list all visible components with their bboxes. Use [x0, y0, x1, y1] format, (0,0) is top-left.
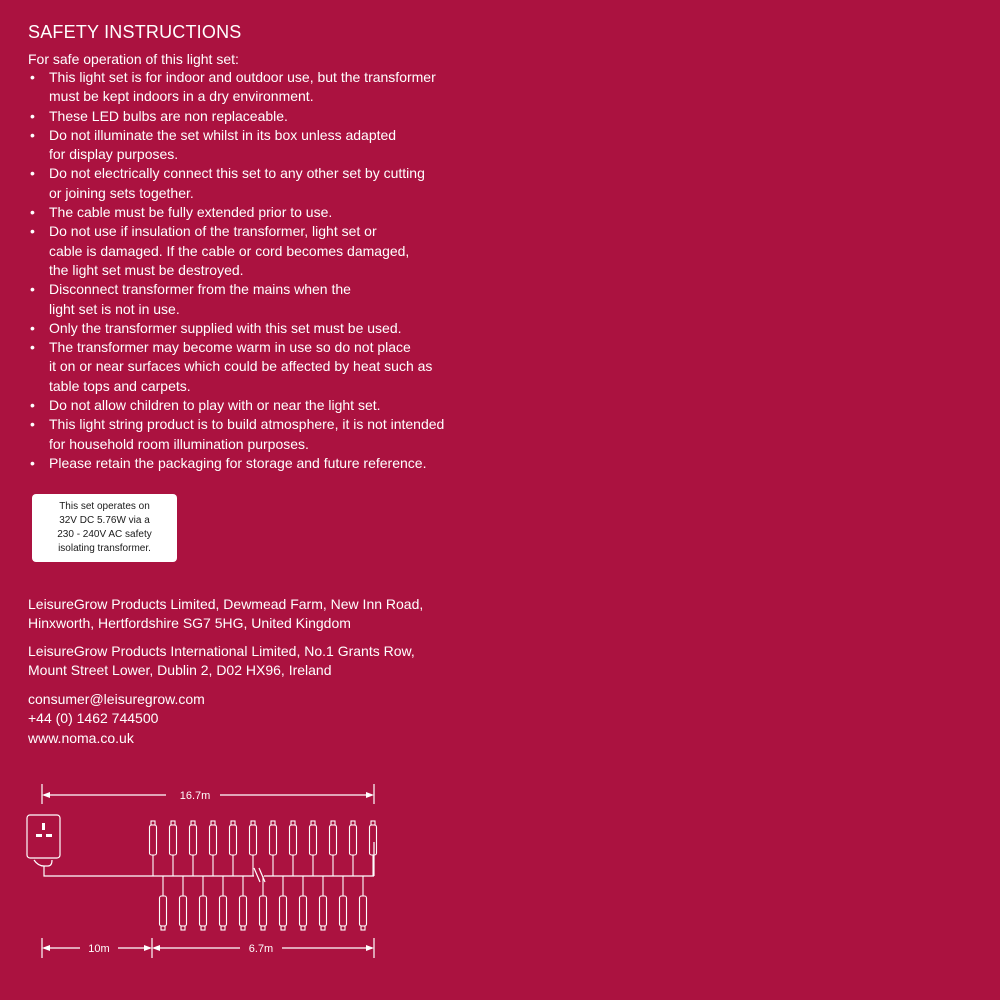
led-bulb-icon — [150, 821, 157, 876]
lead-length-label: 10m — [88, 943, 110, 955]
power-notice-box: This set operates on 32V DC 5.76W via a 230 - 240V AC safety isolating transformer. — [32, 494, 177, 562]
safety-list — [28, 68, 468, 473]
led-bulb-icon — [260, 876, 267, 930]
led-bulb-icon — [170, 821, 177, 876]
led-bulb-icon — [340, 876, 347, 930]
light-set-diagram — [0, 770, 420, 970]
led-bulb-icon — [190, 821, 197, 876]
led-bulb-icon — [240, 876, 247, 930]
list-item: • These LED bulbs are non replaceable. — [28, 107, 468, 126]
list-item: • Do not allow children to play with or near the light set. — [28, 396, 468, 415]
website-text: www.noma.co.uk — [28, 729, 134, 746]
led-bulb-icon — [220, 876, 227, 930]
plug-pin — [36, 834, 42, 837]
led-bulb-icon — [310, 821, 317, 876]
total-length-label: 16.7m — [179, 790, 211, 802]
bulbs-bottom — [160, 876, 367, 930]
intro-text: For safe operation of this light set: — [28, 51, 239, 67]
led-bulb-icon — [320, 876, 327, 930]
address-uk: LeisureGrow Products Limited, Dewmead Farm, New Inn Road, Hinxworth, Hertfordshire SG7 5HG, United Kingdom — [28, 596, 424, 632]
led-bulb-icon — [360, 876, 367, 930]
list-item: • Disconnect transformer from the mains when the light set is not in use. — [28, 280, 468, 319]
led-bulb-icon — [270, 821, 277, 876]
page-title: SAFETY INSTRUCTIONS — [28, 22, 242, 42]
led-bulb-icon — [290, 821, 297, 876]
transformer-plug — [27, 815, 60, 858]
led-bulb-icon — [210, 821, 217, 876]
diagram-lines — [27, 784, 374, 958]
plug-pin — [42, 823, 45, 830]
led-bulb-icon — [300, 876, 307, 930]
led-bulb-icon — [330, 821, 337, 876]
list-item: • Do not electrically connect this set to any other set by cutting or joining sets together. — [28, 164, 468, 203]
list-item: • The transformer may become warm in use so do not place it on or near surfaces which could be affected by heat such as table tops and carpets. — [28, 338, 468, 396]
plug-pin — [46, 834, 52, 837]
email-text: consumer@leisuregrow.com — [28, 691, 205, 707]
list-item: • Only the transformer supplied with this set must be used. — [28, 319, 468, 338]
led-bulb-icon — [280, 876, 287, 930]
list-item: • The cable must be fully extended prior to use. — [28, 203, 468, 222]
phone-text: +44 (0) 1462 744500 — [28, 710, 159, 727]
list-item: • Do not use if insulation of the transformer, light set or cable is damaged. If the cable or cord becomes damaged, the light set must be destroyed. — [28, 222, 468, 280]
led-bulb-icon — [230, 821, 237, 876]
lit-length-label: 6.7m — [248, 943, 274, 955]
led-bulb-icon — [250, 821, 257, 876]
led-bulb-icon — [160, 876, 167, 930]
list-item: • Do not illuminate the set whilst in its box unless adapted for display purposes. — [28, 126, 468, 165]
address-ireland: LeisureGrow Products International Limited, No.1 Grants Row, Mount Street Lower, Dublin 2, D02 HX96, Ireland — [28, 643, 415, 679]
contact-details — [28, 690, 205, 748]
led-bulb-icon — [370, 821, 377, 876]
list-item: • This light string product is to build atmosphere, it is not intended for household room illumination purposes. — [28, 415, 468, 454]
list-item: • Please retain the packaging for storage and future reference. — [28, 454, 468, 473]
led-bulb-icon — [200, 876, 207, 930]
led-bulb-icon — [180, 876, 187, 930]
list-item: • This light set is for indoor and outdoor use, but the transformer must be kept indoors in a dry environment. — [28, 68, 468, 107]
led-bulb-icon — [350, 821, 357, 876]
bulbs-top — [150, 821, 377, 876]
